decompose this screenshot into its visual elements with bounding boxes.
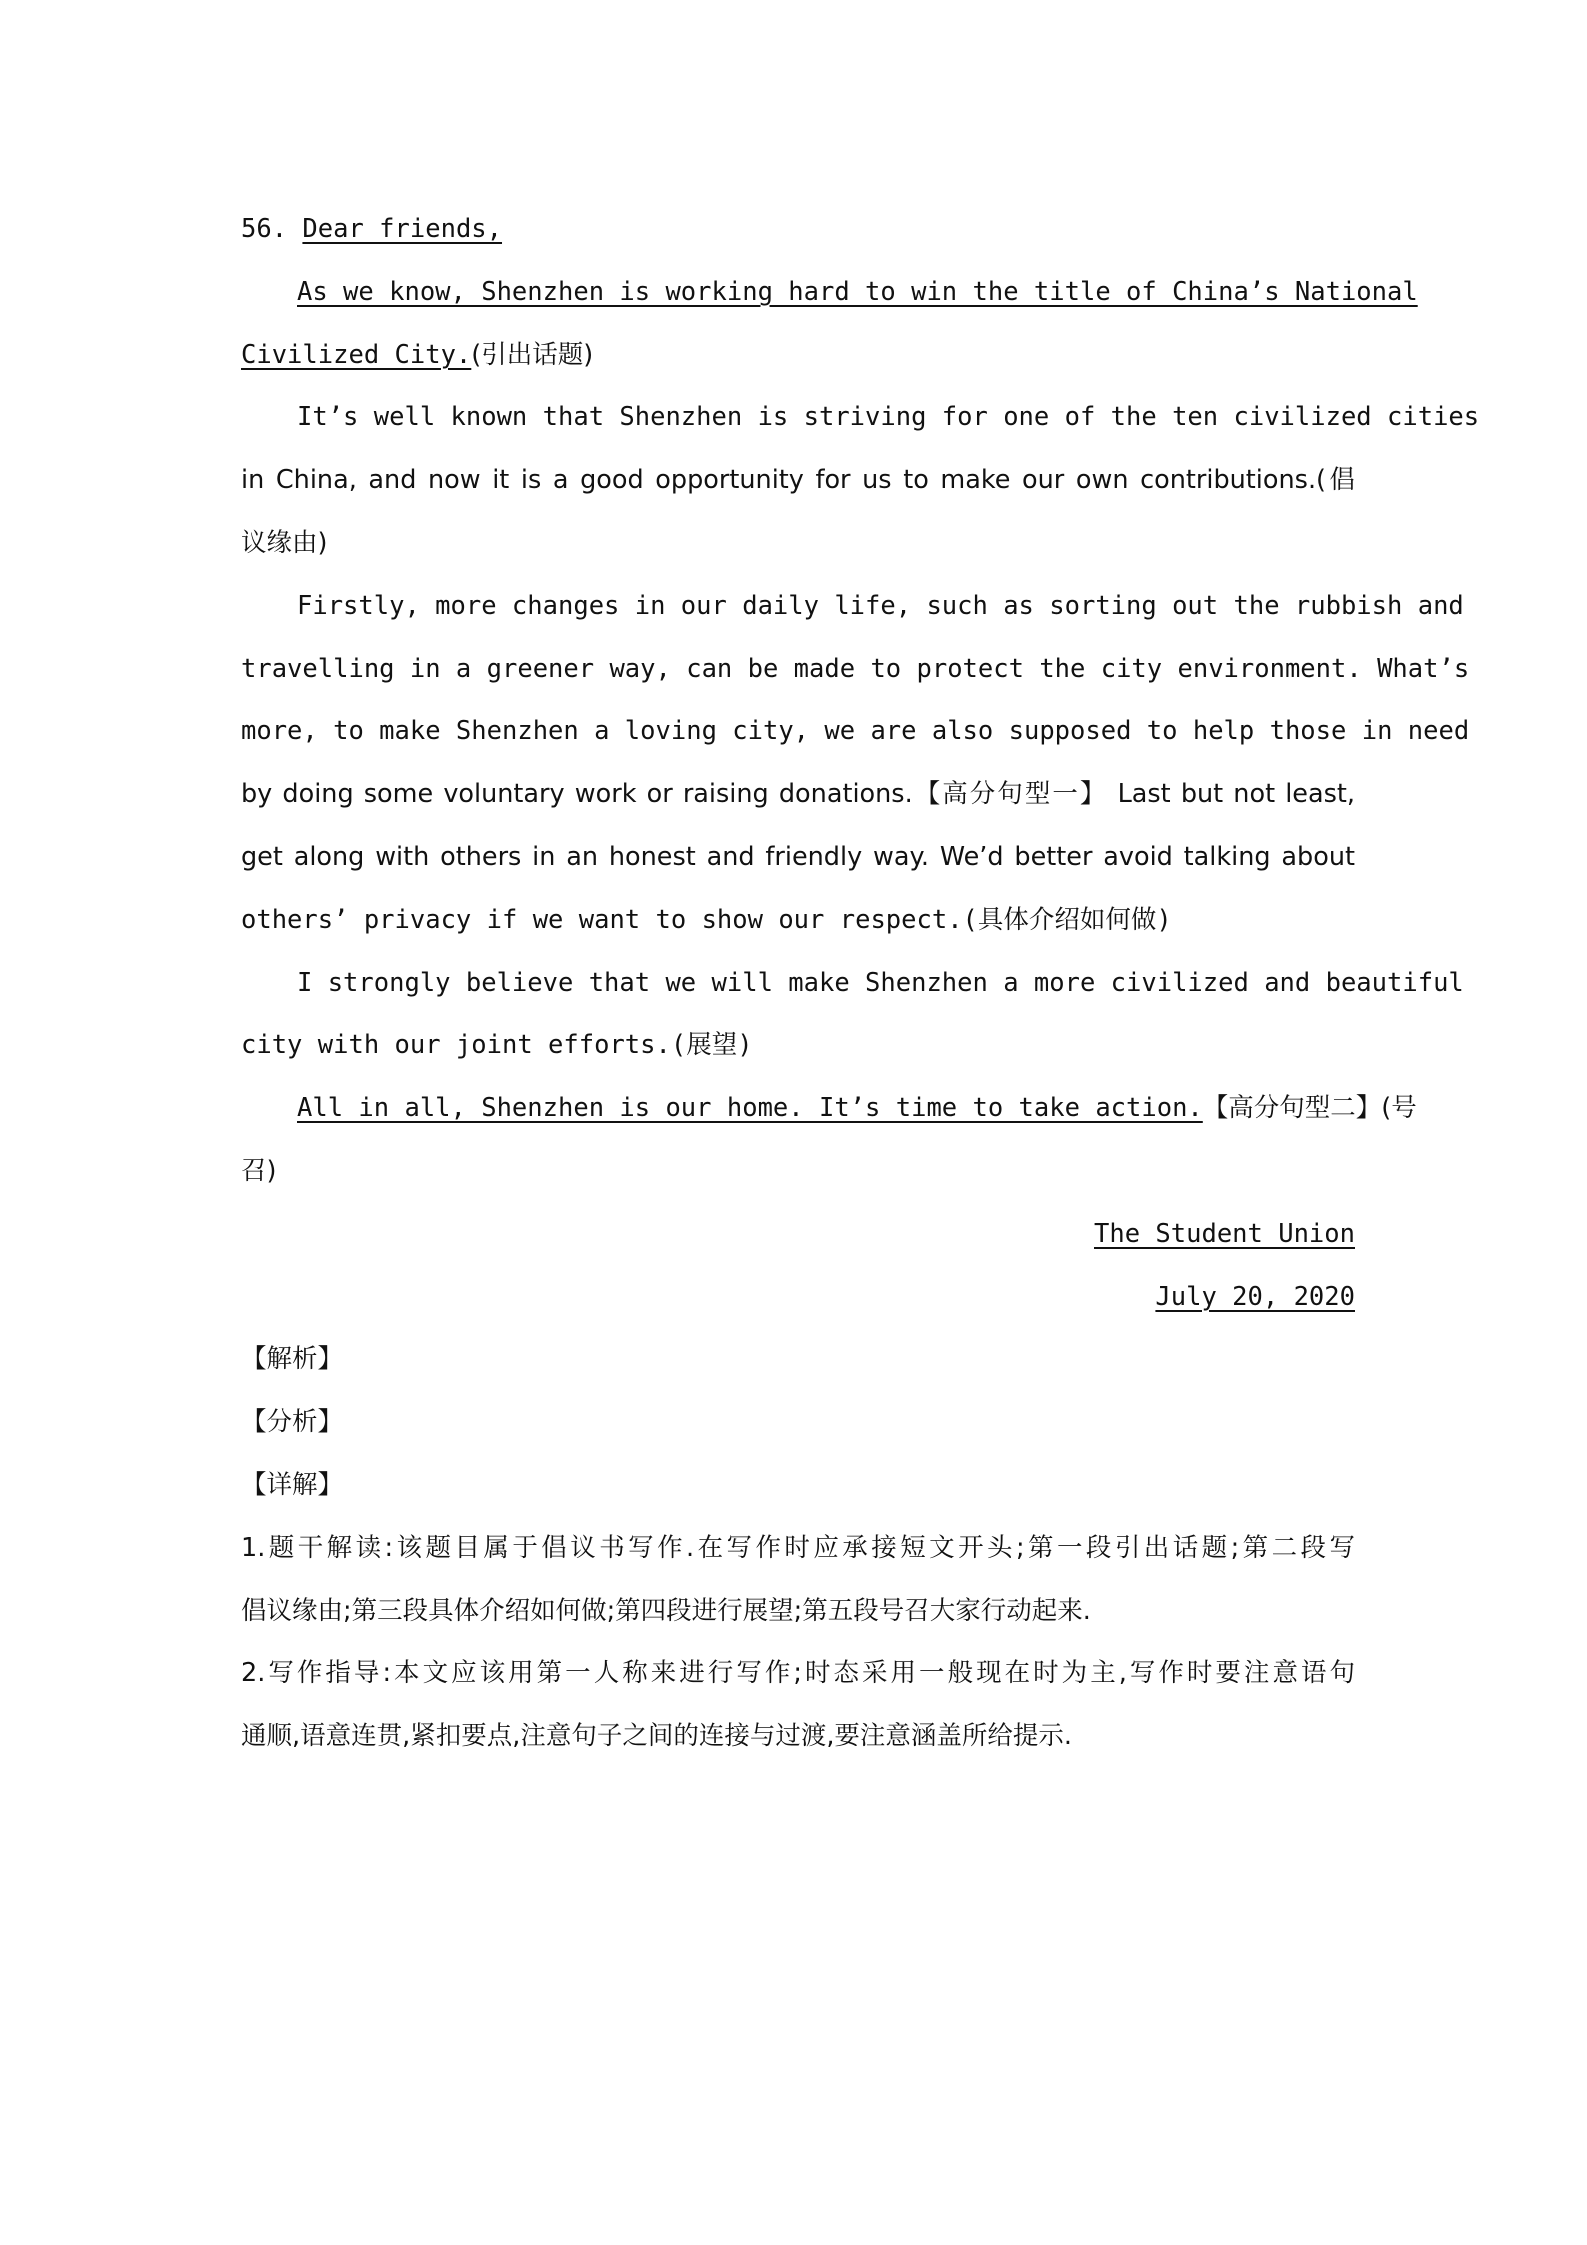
paragraph-1-note: (引出话题) [471, 339, 594, 370]
xiangjie-heading: 【详解】 [241, 1469, 344, 1500]
signature-line [241, 1203, 1355, 1266]
analysis-item-2-line-1: 2.写作指导:本文应该用第一人称来进行写作;时态采用一般现在时为主,写作时要注意语句 [241, 1658, 1355, 1689]
question-number: 56. [241, 214, 288, 244]
paragraph-3-line-5: get along with others in an honest and friendly way. We’d better avoid talking about [241, 841, 1355, 872]
paragraph-3-line-1: Firstly, more changes in our daily life, such as sorting out the rubbish and [297, 590, 1464, 621]
paragraph-1-underlined-text-end: Civilized City. [241, 339, 472, 370]
paragraph-5-line-2: 召) [241, 1155, 277, 1186]
date-line [241, 1266, 1355, 1329]
paragraph-1-underlined-text: As we know, Shenzhen is working hard to win the title of China’s National [297, 276, 1418, 307]
paragraph-3-line-2: travelling in a greener way, can be made to protect the city environment. What’s [241, 653, 1470, 684]
analysis-item-1-line-2: 倡议缘由;第三段具体介绍如何做;第四段进行展望;第五段号召大家行动起来. [241, 1595, 1091, 1626]
analysis-item-1-line-1: 1.题干解读:该题目属于倡议书写作.在写作时应承接短文开头;第一段引出话题;第二段写 [241, 1532, 1355, 1563]
paragraph-5-underlined-text: All in all, Shenzhen is our home. It’s time to take action. [297, 1093, 1203, 1124]
fenxi-heading: 【分析】 [241, 1407, 344, 1438]
paragraph-3-line-4: by doing some voluntary work or raising donations.【高分句型一】 Last but not least, [241, 779, 1355, 810]
salutation: Dear friends, [302, 214, 503, 244]
analysis-item-2-line-2: 通顺,语意连贯,紧扣要点,注意句子之间的连接与过渡,要注意涵盖所给提示. [241, 1721, 1073, 1752]
letter-date: July 20, 2020 [1155, 1281, 1355, 1312]
paragraph-2-line-2: in China, and now it is a good opportunity for us to make our own contributions.(倡 [241, 465, 1355, 496]
paragraph-1-line-2 [241, 324, 1355, 387]
paragraph-3-line-3: more, to make Shenzhen a loving city, we are also supposed to help those in need [241, 716, 1470, 747]
paragraph-2-line-3: 议缘由) [241, 527, 328, 558]
signature: The Student Union [1094, 1218, 1355, 1249]
paragraph-2-line-1: It’s well known that Shenzhen is striving for one of the ten civilized cities [297, 402, 1480, 433]
paragraph-1-line-1 [241, 261, 1418, 324]
paragraph-5-note: 【高分句型二】(号 [1202, 1093, 1417, 1124]
paragraph-3-line-6: others’ privacy if we want to show our respect.(具体介绍如何做) [241, 904, 1172, 935]
salutation-line [241, 198, 1355, 261]
document-page [241, 198, 1480, 1768]
paragraph-5-line-1 [241, 1077, 1417, 1140]
paragraph-4-line-1: I strongly believe that we will make Shenzhen a more civilized and beautiful [297, 967, 1464, 998]
paragraph-4-line-2: city with our joint efforts.(展望) [241, 1030, 753, 1061]
analysis-heading: 【解析】 [241, 1344, 344, 1375]
